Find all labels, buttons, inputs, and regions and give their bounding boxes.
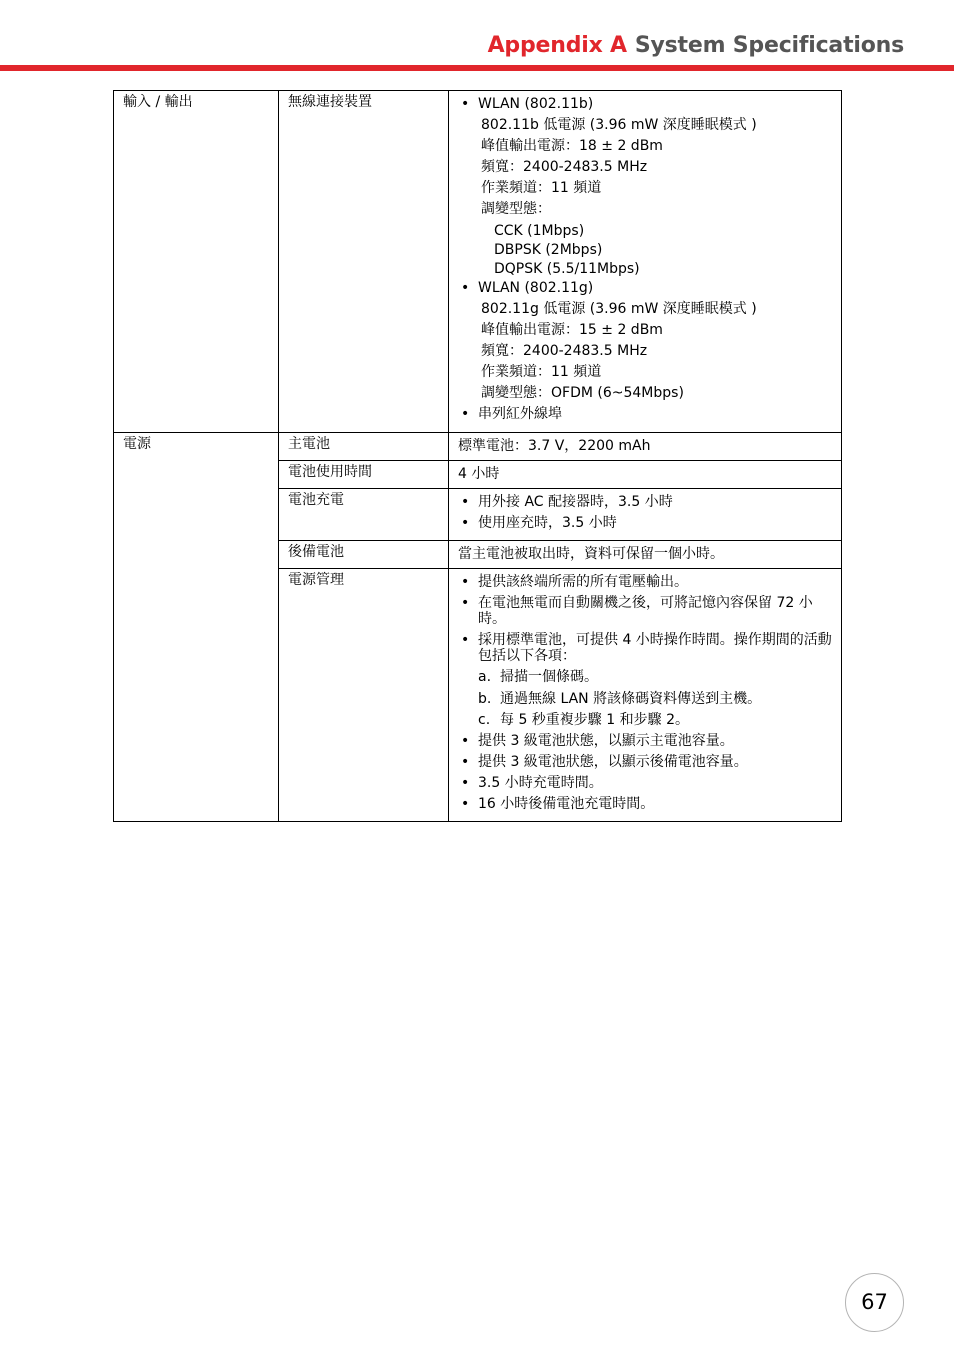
category-cell: 輸入 / 輸出 <box>114 91 279 433</box>
value-text: 4 小時 <box>458 465 500 482</box>
page-header <box>0 0 954 72</box>
value-cell <box>449 488 842 540</box>
item-cell: 無線連接裝置 <box>279 91 449 433</box>
spec-line: 調變型態： <box>481 201 551 218</box>
table-row <box>114 432 842 460</box>
value-text: 當主電池被取出時，資料可保留一個小時。 <box>458 545 724 562</box>
value-cell <box>449 568 842 821</box>
bullet-ir: • 串列紅外線埠 <box>458 406 833 422</box>
item-cell: 主電池 <box>279 432 449 460</box>
spec-line: 峰值輸出電源：15 ± 2 dBm <box>481 322 663 339</box>
step-text: 掃描一個條碼。 <box>500 669 598 686</box>
bullet-item: • 提供 3 級電池狀態，以顯示主電池容量。 <box>458 733 833 749</box>
step-text: 每 5 秒重複步驟 1 和步驟 2。 <box>500 711 689 728</box>
modulation-line: DBPSK (2Mbps) <box>494 241 603 258</box>
spec-line: 作業頻道：11 頻道 <box>481 364 602 381</box>
value-text: 標準電池：3.7 V，2200 mAh <box>458 437 651 454</box>
bullet-item: • 採用標準電池，可提供 4 小時操作時間。操作期間的活動包括以下各項： <box>458 632 833 664</box>
value-cell <box>449 91 842 433</box>
step-item <box>458 691 833 707</box>
header-title <box>488 33 904 58</box>
value-cell <box>449 460 842 488</box>
header-rule <box>0 65 954 71</box>
item-cell: 電源管理 <box>279 568 449 821</box>
step-text: 通過無線 LAN 將該條碼資料傳送到主機。 <box>500 690 762 707</box>
bullet-item: • 3.5 小時充電時間。 <box>458 775 833 791</box>
spec-line: 峰值輸出電源：18 ± 2 dBm <box>481 138 663 155</box>
step-item <box>458 712 833 728</box>
item-cell: 後備電池 <box>279 540 449 568</box>
bullet-wlan-b: • WLAN (802.11b) <box>458 96 833 112</box>
spec-line: 調變型態：OFDM (6~54Mbps) <box>481 385 684 402</box>
spec-line: 頻寬：2400-2483.5 MHz <box>481 343 648 360</box>
page-number: 67 <box>845 1273 904 1332</box>
category-cell: 電源 <box>114 432 279 822</box>
step-item <box>458 669 833 685</box>
step-key: c. <box>478 711 491 728</box>
table-row <box>114 91 842 433</box>
bullet-item: • 用外接 AC 配接器時，3.5 小時 <box>458 494 833 510</box>
item-cell: 電池使用時間 <box>279 460 449 488</box>
bullet-item: • 提供 3 級電池狀態，以顯示後備電池容量。 <box>458 754 833 770</box>
spec-line: 頻寬：2400-2483.5 MHz <box>481 159 648 176</box>
bullet-item: • 使用座充時，3.5 小時 <box>458 515 833 531</box>
step-key: b. <box>478 690 492 707</box>
appendix-label: Appendix A <box>487 33 627 58</box>
bullet-wlan-g: • WLAN (802.11g) <box>458 280 833 296</box>
spec-table <box>113 90 842 822</box>
bullet-item: • 提供該終端所需的所有電壓輸出。 <box>458 574 833 590</box>
spec-line: 802.11b 低電源 (3.96 mW 深度睡眠模式 ) <box>481 117 757 134</box>
item-cell: 電池充電 <box>279 488 449 540</box>
bullet-item: • 在電池無電而自動關機之後，可將記憶內容保留 72 小時。 <box>458 595 833 627</box>
spec-line: 作業頻道：11 頻道 <box>481 180 602 197</box>
modulation-line: DQPSK (5.5/11Mbps) <box>494 260 640 277</box>
section-title: System Specifications <box>634 33 904 58</box>
value-cell <box>449 540 842 568</box>
step-key: a. <box>478 669 492 686</box>
value-cell <box>449 432 842 460</box>
spec-line: 802.11g 低電源 (3.96 mW 深度睡眠模式 ) <box>481 300 757 317</box>
modulation-line: CCK (1Mbps) <box>494 222 585 239</box>
bullet-item: • 16 小時後備電池充電時間。 <box>458 796 833 812</box>
